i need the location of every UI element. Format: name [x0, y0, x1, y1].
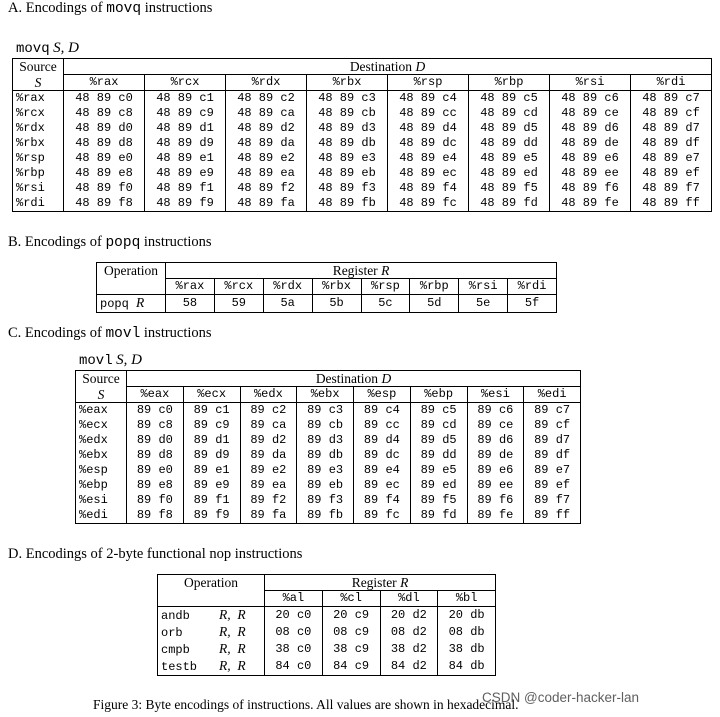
encoding-cell: 20 db [438, 607, 496, 625]
section-c-syntax: movl S, D [79, 352, 142, 369]
encoding-cell: 48 89 f9 [145, 196, 226, 212]
encoding-cell: 89 e2 [240, 463, 297, 478]
encoding-cell: 89 c4 [354, 403, 411, 419]
encoding-cell: 48 89 e1 [145, 151, 226, 166]
row-header: %rdx [13, 121, 64, 136]
column-header: %edx [240, 387, 297, 403]
column-header: %rsi [550, 75, 631, 91]
operation-mnemonic: orb [161, 626, 183, 640]
encoding-cell: 89 c2 [240, 403, 297, 419]
encoding-cell: 84 c9 [322, 658, 380, 676]
encoding-cell: 08 d2 [380, 624, 438, 641]
table-row [13, 136, 712, 151]
section-d-title: D. Encodings of 2-byte functional nop instructions [8, 546, 303, 562]
table-row [158, 658, 496, 676]
encoding-cell: 89 e4 [354, 463, 411, 478]
encoding-cell: 48 89 e7 [631, 151, 712, 166]
encoding-cell: 89 c6 [467, 403, 524, 419]
encoding-cell: 89 c7 [524, 403, 581, 419]
encoding-cell: 48 89 de [550, 136, 631, 151]
column-header: %rdi [508, 279, 557, 295]
encoding-cell: 89 ef [524, 478, 581, 493]
encoding-cell: 89 f6 [467, 493, 524, 508]
encoding-cell: 48 89 ff [631, 196, 712, 212]
encoding-cell: 89 f7 [524, 493, 581, 508]
encoding-cell: 48 89 c6 [550, 91, 631, 107]
column-header: %rdx [226, 75, 307, 91]
encoding-cell: 89 e0 [127, 463, 184, 478]
column-header: %rax [64, 75, 145, 91]
table-row [76, 478, 581, 493]
encoding-cell: 89 d5 [410, 433, 467, 448]
encoding-cell: 89 ff [524, 508, 581, 524]
source-label: Source [13, 59, 64, 75]
table-row [13, 106, 712, 121]
popq-operation: popq R [97, 295, 166, 313]
encoding-cell: 48 89 d8 [64, 136, 145, 151]
encoding-cell: 89 fd [410, 508, 467, 524]
encoding-cell: 48 89 fe [550, 196, 631, 212]
column-header: %edi [524, 387, 581, 403]
movq-encoding-table [12, 58, 712, 212]
encoding-cell: 89 d1 [183, 433, 240, 448]
encoding-cell: 48 89 f5 [469, 181, 550, 196]
column-header: %rbx [307, 75, 388, 91]
table-row [76, 508, 581, 524]
encoding-cell: 89 f1 [183, 493, 240, 508]
encoding-cell: 89 da [240, 448, 297, 463]
encoding-cell: 89 ca [240, 418, 297, 433]
encoding-cell: 48 89 d9 [145, 136, 226, 151]
encoding-cell: 48 89 ed [469, 166, 550, 181]
encoding-cell: 48 89 d3 [307, 121, 388, 136]
encoding-cell: 48 89 dd [469, 136, 550, 151]
encoding-cell: 48 89 fa [226, 196, 307, 212]
encoding-cell: 48 89 f0 [64, 181, 145, 196]
encoding-cell: 89 f9 [183, 508, 240, 524]
table-row [158, 624, 496, 641]
encoding-cell: 89 f5 [410, 493, 467, 508]
encoding-cell: 48 89 c4 [388, 91, 469, 107]
encoding-cell: 89 c3 [297, 403, 354, 419]
popq-encoding-table [96, 262, 557, 313]
table-row [76, 418, 581, 433]
encoding-cell: 48 89 f2 [226, 181, 307, 196]
section-a-title: A. Encodings of movq instructions [8, 0, 213, 17]
table-row [13, 196, 712, 212]
encoding-cell: 89 fc [354, 508, 411, 524]
encoding-cell: 89 e9 [183, 478, 240, 493]
encoding-cell: 20 c9 [322, 607, 380, 625]
encoding-cell: 48 89 d7 [631, 121, 712, 136]
encoding-cell: 89 ce [467, 418, 524, 433]
encoding-cell: 48 89 c7 [631, 91, 712, 107]
encoding-cell: 48 89 dc [388, 136, 469, 151]
source-label: Source [76, 371, 127, 387]
encoding-cell: 89 c0 [127, 403, 184, 419]
encoding-cell: 89 c5 [410, 403, 467, 419]
movl-encoding-table [75, 370, 581, 524]
table-row [76, 403, 581, 419]
encoding-cell: 89 e8 [127, 478, 184, 493]
encoding-cell: 89 c9 [183, 418, 240, 433]
section-a-syntax: movq S, D [16, 40, 79, 57]
row-header: %rbp [13, 166, 64, 181]
encoding-cell: 89 e7 [524, 463, 581, 478]
encoding-cell: 84 c0 [265, 658, 323, 676]
encoding-cell: 89 c8 [127, 418, 184, 433]
encoding-cell: 38 c9 [322, 641, 380, 658]
table-row [158, 641, 496, 658]
encoding-cell: 5e [459, 295, 508, 313]
encoding-cell: 48 89 ec [388, 166, 469, 181]
destination-label: Destination D [127, 371, 581, 387]
encoding-cell: 89 f8 [127, 508, 184, 524]
column-header: %ebp [410, 387, 467, 403]
operation-mnemonic: andb [161, 609, 190, 623]
encoding-cell: 48 89 d1 [145, 121, 226, 136]
section-c-title: C. Encodings of movl instructions [8, 325, 212, 342]
encoding-cell: 89 d4 [354, 433, 411, 448]
row-header: %rcx [13, 106, 64, 121]
encoding-cell: 38 d2 [380, 641, 438, 658]
column-header: %rsp [388, 75, 469, 91]
column-header: %eax [127, 387, 184, 403]
encoding-cell: 20 d2 [380, 607, 438, 625]
encoding-cell: 89 fe [467, 508, 524, 524]
encoding-cell: 89 d0 [127, 433, 184, 448]
figure-caption: Figure 3: Byte encodings of instructions. All values are shown in hexadecimal. [93, 697, 519, 712]
encoding-cell: 89 dd [410, 448, 467, 463]
encoding-cell: 89 e5 [410, 463, 467, 478]
encoding-cell: 48 89 e9 [145, 166, 226, 181]
encoding-cell: 89 dc [354, 448, 411, 463]
encoding-cell: 38 db [438, 641, 496, 658]
table-row [13, 166, 712, 181]
column-header: %esi [467, 387, 524, 403]
encoding-cell: 48 89 c5 [469, 91, 550, 107]
column-header: %rbp [469, 75, 550, 91]
column-header: %esp [354, 387, 411, 403]
operation-operands: R, R [219, 658, 246, 673]
encoding-cell: 89 e1 [183, 463, 240, 478]
encoding-cell: 89 cb [297, 418, 354, 433]
encoding-cell: 89 ea [240, 478, 297, 493]
encoding-cell: 48 89 e2 [226, 151, 307, 166]
encoding-cell: 48 89 d5 [469, 121, 550, 136]
encoding-cell: 48 89 e8 [64, 166, 145, 181]
table-row [158, 607, 496, 625]
encoding-cell: 48 89 f4 [388, 181, 469, 196]
row-header: %ebp [76, 478, 127, 493]
row-header: %rax [13, 91, 64, 107]
column-header: %rcx [145, 75, 226, 91]
encoding-cell: 48 89 db [307, 136, 388, 151]
table-row [76, 448, 581, 463]
encoding-cell: 89 ed [410, 478, 467, 493]
encoding-cell: 89 d3 [297, 433, 354, 448]
encoding-cell: 48 89 e4 [388, 151, 469, 166]
encoding-cell: 48 89 ee [550, 166, 631, 181]
encoding-cell: 89 cd [410, 418, 467, 433]
encoding-cell: 48 89 cf [631, 106, 712, 121]
encoding-cell: 89 df [524, 448, 581, 463]
nop-encoding-table [157, 574, 496, 676]
encoding-cell: 48 89 e5 [469, 151, 550, 166]
source-var: S [13, 75, 64, 91]
column-header: %rbp [410, 279, 459, 295]
encoding-cell: 89 eb [297, 478, 354, 493]
section-b-title: B. Encodings of popq instructions [8, 234, 212, 251]
table-row [76, 493, 581, 508]
encoding-cell: 48 89 ce [550, 106, 631, 121]
encoding-cell: 89 ee [467, 478, 524, 493]
register-label: Register R [166, 263, 557, 279]
encoding-cell: 89 e3 [297, 463, 354, 478]
row-header: %rsi [13, 181, 64, 196]
destination-label: Destination D [64, 59, 712, 75]
encoding-cell: 48 89 f7 [631, 181, 712, 196]
encoding-cell: 48 89 c0 [64, 91, 145, 107]
column-header: %bl [438, 591, 496, 607]
row-header: %eax [76, 403, 127, 419]
encoding-cell: 5f [508, 295, 557, 313]
encoding-cell: 59 [214, 295, 263, 313]
operation-operands: R, R [219, 641, 246, 656]
operation-cell [158, 624, 265, 641]
row-header: %rsp [13, 151, 64, 166]
encoding-cell: 48 89 d0 [64, 121, 145, 136]
column-header: %rax [166, 279, 215, 295]
encoding-cell: 5c [361, 295, 410, 313]
encoding-cell: 89 d7 [524, 433, 581, 448]
table-row [76, 433, 581, 448]
encoding-cell: 48 89 f1 [145, 181, 226, 196]
column-header: %rcx [214, 279, 263, 295]
operation-mnemonic: cmpb [161, 643, 190, 657]
operation-operands: R, R [219, 607, 246, 622]
encoding-cell: 48 89 c1 [145, 91, 226, 107]
encoding-cell: 5b [312, 295, 361, 313]
row-header: %rbx [13, 136, 64, 151]
encoding-cell: 89 cf [524, 418, 581, 433]
encoding-cell: 08 db [438, 624, 496, 641]
table-row [13, 121, 712, 136]
encoding-cell: 89 d9 [183, 448, 240, 463]
encoding-cell: 89 f3 [297, 493, 354, 508]
row-header: %rdi [13, 196, 64, 212]
encoding-cell: 48 89 df [631, 136, 712, 151]
table-row [76, 463, 581, 478]
register-label: Register R [265, 575, 496, 591]
encoding-cell: 48 89 cb [307, 106, 388, 121]
encoding-cell: 89 f0 [127, 493, 184, 508]
encoding-cell: 58 [166, 295, 215, 313]
column-header: %rsp [361, 279, 410, 295]
encoding-cell: 08 c0 [265, 624, 323, 641]
encoding-cell: 48 89 ca [226, 106, 307, 121]
row-header: %ebx [76, 448, 127, 463]
encoding-cell: 48 89 d2 [226, 121, 307, 136]
encoding-cell: 48 89 cc [388, 106, 469, 121]
operation-cell [158, 658, 265, 676]
encoding-cell: 48 89 e6 [550, 151, 631, 166]
column-header: %rsi [459, 279, 508, 295]
encoding-cell: 48 89 c8 [64, 106, 145, 121]
encoding-cell: 89 f2 [240, 493, 297, 508]
encoding-cell: 48 89 ef [631, 166, 712, 181]
encoding-cell: 48 89 e0 [64, 151, 145, 166]
column-header: %cl [322, 591, 380, 607]
encoding-cell: 89 de [467, 448, 524, 463]
source-var: S [76, 387, 127, 403]
row-header: %ecx [76, 418, 127, 433]
table-row [13, 181, 712, 196]
encoding-cell: 89 fb [297, 508, 354, 524]
encoding-cell: 89 fa [240, 508, 297, 524]
column-header: %dl [380, 591, 438, 607]
operation-operands: R, R [219, 624, 246, 639]
encoding-cell: 89 d6 [467, 433, 524, 448]
encoding-cell: 48 89 c2 [226, 91, 307, 107]
operation-label: Operation [158, 575, 265, 607]
encoding-cell: 48 89 d6 [550, 121, 631, 136]
encoding-cell: 08 c9 [322, 624, 380, 641]
operation-cell [158, 641, 265, 658]
table-row [13, 151, 712, 166]
encoding-cell: 89 d2 [240, 433, 297, 448]
encoding-cell: 48 89 d4 [388, 121, 469, 136]
encoding-cell: 89 d8 [127, 448, 184, 463]
operation-mnemonic: testb [161, 660, 198, 674]
encoding-cell: 48 89 e3 [307, 151, 388, 166]
encoding-cell: 20 c0 [265, 607, 323, 625]
encoding-cell: 48 89 eb [307, 166, 388, 181]
encoding-cell: 48 89 ea [226, 166, 307, 181]
encoding-cell: 89 e6 [467, 463, 524, 478]
column-header: %ebx [297, 387, 354, 403]
column-header: %al [265, 591, 323, 607]
operation-label: Operation [97, 263, 166, 295]
encoding-cell: 84 db [438, 658, 496, 676]
encoding-cell: 48 89 f8 [64, 196, 145, 212]
row-header: %edi [76, 508, 127, 524]
encoding-cell: 48 89 f3 [307, 181, 388, 196]
encoding-cell: 89 cc [354, 418, 411, 433]
encoding-cell: 89 db [297, 448, 354, 463]
encoding-cell: 48 89 fc [388, 196, 469, 212]
encoding-cell: 48 89 f6 [550, 181, 631, 196]
encoding-cell: 89 ec [354, 478, 411, 493]
row-header: %esi [76, 493, 127, 508]
column-header: %rbx [312, 279, 361, 295]
encoding-cell: 89 c1 [183, 403, 240, 419]
encoding-cell: 84 d2 [380, 658, 438, 676]
encoding-cell: 5d [410, 295, 459, 313]
encoding-cell: 48 89 fb [307, 196, 388, 212]
watermark: CSDN @coder-hacker-lan [482, 690, 640, 705]
encoding-cell: 5a [263, 295, 312, 313]
table-row [13, 91, 712, 107]
encoding-cell: 48 89 c9 [145, 106, 226, 121]
encoding-cell: 48 89 da [226, 136, 307, 151]
row-header: %edx [76, 433, 127, 448]
column-header: %ecx [183, 387, 240, 403]
encoding-cell: 38 c0 [265, 641, 323, 658]
encoding-cell: 48 89 c3 [307, 91, 388, 107]
encoding-cell: 89 f4 [354, 493, 411, 508]
encoding-cell: 48 89 fd [469, 196, 550, 212]
encoding-cell: 48 89 cd [469, 106, 550, 121]
row-header: %esp [76, 463, 127, 478]
column-header: %rdx [263, 279, 312, 295]
operation-cell [158, 607, 265, 625]
column-header: %rdi [631, 75, 712, 91]
